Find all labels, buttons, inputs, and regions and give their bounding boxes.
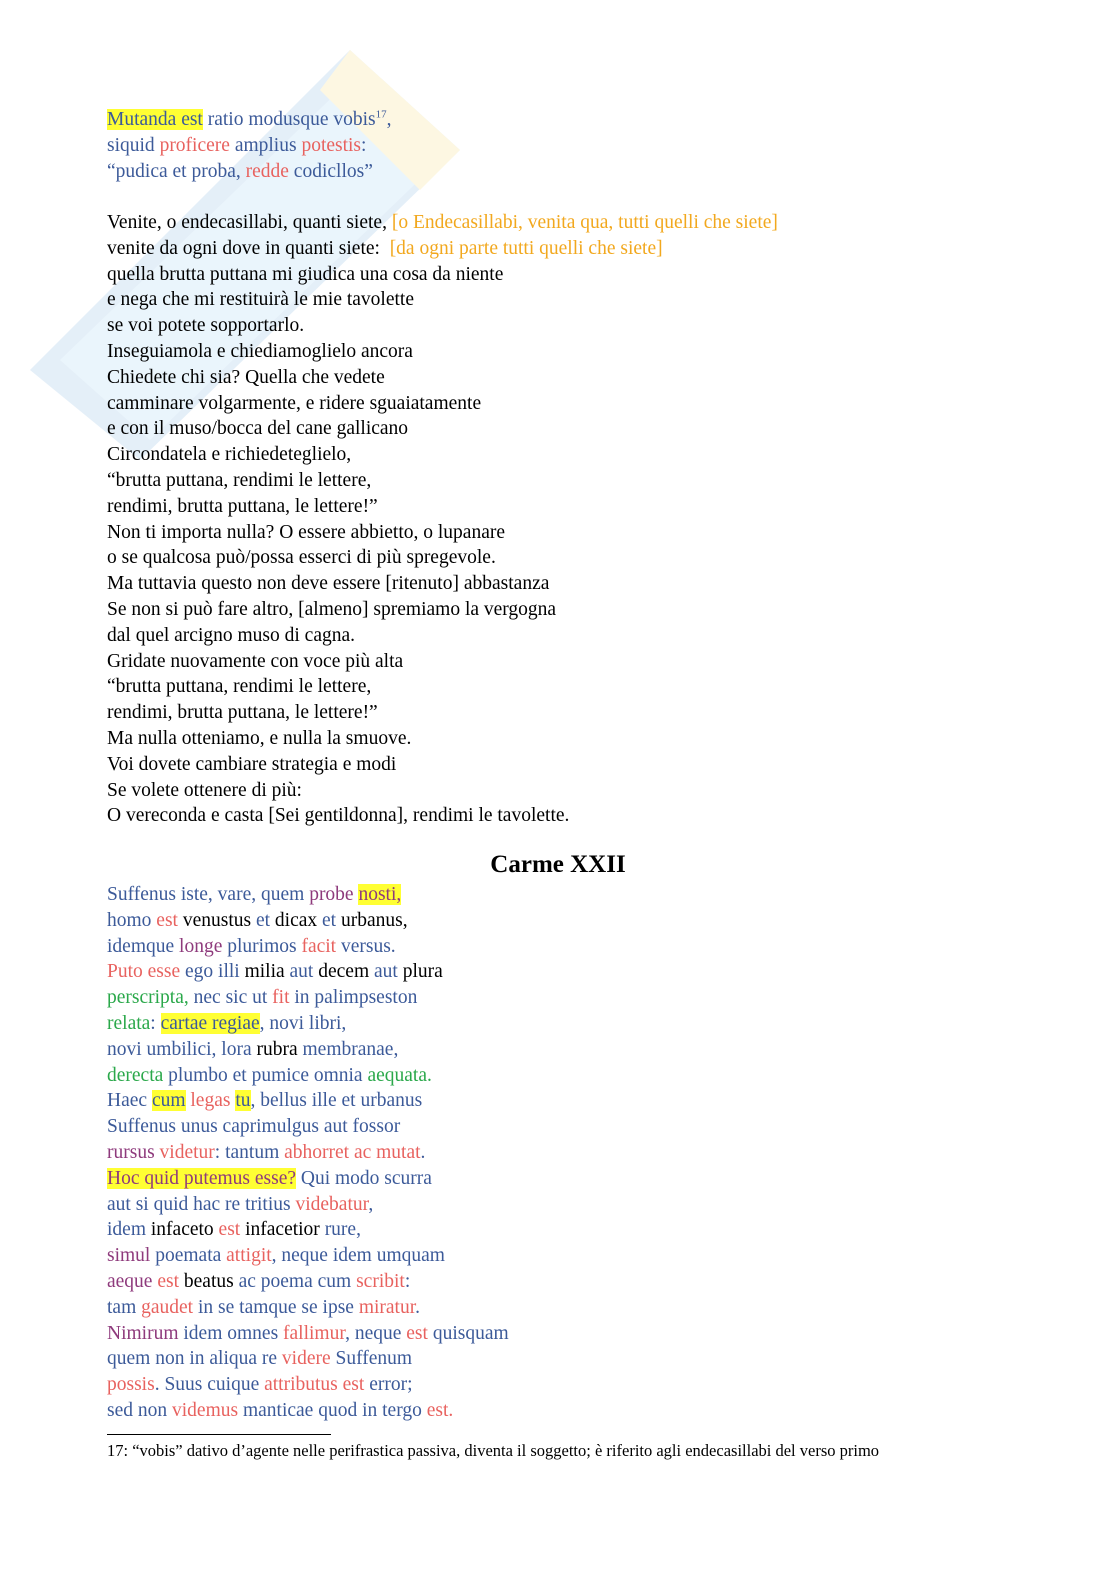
translation-line [107,365,778,391]
italian-translation [107,210,778,829]
translation-line [107,494,778,520]
text-segment: aut si quid hac re tritius [107,1193,296,1215]
text-segment: est [156,909,178,931]
text-segment: poemata [155,1245,227,1267]
verse-line [107,1037,509,1063]
translation-line [107,339,778,365]
translation-line [107,416,778,442]
text-segment: dicax [270,909,323,931]
verse-line [107,1088,509,1114]
text-segment: amplius [229,134,302,156]
translation-line [107,674,778,700]
text-segment: siquid [107,134,160,156]
text-segment: longe [179,935,223,957]
text-segment: o se qualcosa può/possa esserci di più spregevole. [107,547,496,569]
verse-line [107,882,509,908]
translation-line [107,520,778,546]
text-segment: rursus [107,1141,160,1163]
text-segment: probe [309,884,354,905]
text-segment: urbanus, [336,909,408,931]
verse-line [107,908,509,934]
text-segment: . [420,1141,426,1163]
text-segment: aeque [107,1270,158,1292]
text-segment: se voi potete sopportarlo. [107,315,305,337]
text-segment: aequata. [367,1064,432,1086]
text-segment: infaceto [150,1219,219,1241]
text-segment: manticae quod in tergo [238,1399,427,1421]
section-title: Carme XXII [490,851,626,878]
text-segment: Nimirum [107,1322,184,1344]
text-segment: codicllos” [288,160,373,182]
footnote-ref: 17 [375,108,387,121]
verse-line [107,1321,509,1347]
text-segment: novi umbilici, lora [107,1038,257,1060]
text-segment: , [386,109,392,130]
text-segment: proficere [159,134,230,156]
text-segment: legas [190,1090,231,1112]
text-segment: idemque [107,935,180,957]
text-segment: Non ti importa nulla? O essere abbietto, o lupanare [107,521,505,543]
text-segment: aut [374,961,398,983]
verse-line [107,1295,509,1321]
verse-line [107,1192,509,1218]
translation-line [107,287,778,313]
text-segment: fit [272,987,290,1009]
text-segment: Chiedete chi sia? Quella che vedete [107,366,385,388]
verse-line [107,1269,509,1295]
text-segment: Venite, o endecasillabi, quanti siete, [107,212,392,233]
text-segment: , neque [345,1322,407,1344]
text-segment: in se tamque se ipse [193,1296,359,1318]
translation-line [107,442,778,468]
text-segment: rendimi, brutta puttana, le lettere!” [107,702,378,724]
text-segment: Circondatela e richiedeteglielo, [107,444,352,466]
text-segment: Se non si può fare altro, [almeno] spremiamo la vergogna [107,598,557,620]
highlighted-text: cartae regiae [160,1012,260,1034]
translation-line [107,803,778,829]
text-segment: “brutta puttana, rendimi le lettere, [107,676,372,698]
highlighted-text: Hoc quid putemus esse? [107,1167,297,1189]
text-segment: attigit [226,1245,272,1267]
translation-line [107,623,778,649]
text-segment: error; [364,1374,413,1396]
text-segment: est [157,1270,180,1292]
text-segment: videbatur [295,1193,369,1215]
highlighted-text: tu [235,1090,251,1112]
text-segment: camminare volgarmente, e ridere sguaiatamente [107,392,482,414]
carme-xxii-text [107,882,509,1424]
text-segment: beatus [179,1270,239,1292]
text-segment: derecta [107,1064,164,1086]
text-segment: : [404,1270,411,1292]
verse-line [107,107,392,133]
text-segment: Haec [107,1090,152,1112]
text-segment: rendimi, brutta puttana, le lettere!” [107,495,378,517]
text-segment: in palimpseston [289,987,418,1009]
verse-line [107,934,509,960]
text-segment: . [415,1296,421,1318]
verse-line [107,1243,509,1269]
translation-line [107,210,778,236]
text-segment: rure, [324,1219,361,1241]
translation-line [107,700,778,726]
text-segment: Voi dovete cambiare strategia e modi [107,753,397,775]
text-segment: , bellus ille et urbanus [250,1090,423,1112]
text-segment: relata [107,1012,151,1034]
text-segment: quem non in aliqua re [107,1348,282,1370]
text-segment: ac poema cum [238,1270,357,1292]
translation-line [107,262,778,288]
verse-line [107,1011,509,1037]
highlighted-text: Mutanda est [107,109,203,130]
text-segment: homo [107,909,157,931]
text-segment: , novi libri, [259,1012,347,1034]
text-segment: : [150,1012,161,1034]
verse-line [107,959,509,985]
verse-line [107,1140,509,1166]
text-segment: milia [244,961,290,983]
translation-line [107,545,778,571]
highlighted-text: nosti, [358,884,402,905]
text-segment: est [406,1322,428,1344]
verse-line [107,985,509,1011]
verse-line [107,1114,509,1140]
text-segment: fallimur [283,1322,346,1344]
text-segment: aut [289,961,314,983]
text-segment: O vereconda e casta [Sei gentildonna], rendimi le tavolette. [107,805,570,827]
text-segment: e con il muso/bocca del cane gallicano [107,418,409,440]
verse-line [107,1372,509,1398]
text-segment: , neque idem umquam [271,1245,445,1267]
verse-line [107,1217,509,1243]
text-segment: quisquam [427,1322,509,1344]
text-segment: ratio modusque vobis [202,109,376,130]
text-segment: plura [397,961,443,983]
translation-line [107,391,778,417]
translation-line [107,571,778,597]
text-segment: Ma nulla otteniamo, e nulla la smuove. [107,727,412,749]
text-segment: videre [281,1348,331,1370]
text-segment: rubra [256,1038,298,1060]
text-segment: venite da ogni dove in quanti siete: [107,237,390,259]
text-segment: et [322,909,337,931]
verse-line [107,1346,509,1372]
text-segment: membranae, [297,1038,399,1060]
text-segment: sed non [107,1399,172,1421]
text-segment: quella brutta puttana mi giudica una cosa da niente [107,263,504,285]
text-segment: Se volete ottenere di più: [107,779,302,801]
text-segment: possis [107,1374,155,1396]
text-segment: perscripta, [107,987,189,1009]
text-segment: nec sic ut [188,987,273,1009]
verse-line [107,1063,509,1089]
translation-line [107,726,778,752]
text-segment: dal quel arcigno muso di cagna. [107,624,356,646]
verse-line [107,159,392,185]
text-segment: Suffenus iste, vare, quem [107,884,310,905]
translation-line [107,236,778,262]
text-segment: idem [107,1219,151,1241]
text-segment: [o Endecasillabi, venita qua, tutti quelli che siete] [391,212,778,233]
text-segment: tam [107,1296,142,1318]
verse-line [107,133,392,159]
text-segment: est [218,1219,241,1241]
text-segment: : tantum [214,1141,285,1163]
text-segment: gaudet [141,1296,194,1318]
text-segment: “pudica et proba, [107,160,246,182]
highlighted-text: cum [151,1090,186,1112]
text-segment: idem omnes [183,1322,284,1344]
text-segment: infacetior [240,1219,325,1241]
text-segment: simul [107,1245,156,1267]
translation-line [107,778,778,804]
text-segment: [da ogni parte tutti quelli che siete] [389,237,663,259]
text-segment: plurimos [222,935,302,957]
text-segment: facit [301,935,337,957]
translation-line [107,313,778,339]
text-segment: venustus [177,909,256,931]
text-segment: videtur [159,1141,215,1163]
text-segment: . Suus cuique [154,1374,265,1396]
text-segment: : [361,134,367,156]
text-segment: Inseguiamola e chiediamoglielo ancora [107,340,413,362]
text-segment: miratur [358,1296,416,1318]
text-segment: Suffenum [330,1348,413,1370]
footnote-separator [107,1434,331,1435]
text-segment: Qui modo scurra [296,1167,432,1189]
text-segment: et [255,909,271,931]
footnote: 17: “vobis” dativo d’agente nelle perifrastica passiva, diventa il soggetto; è riferito agli endecasillabi del verso primo [107,1441,880,1460]
text-segment: est. [426,1399,454,1421]
text-segment: versus. [336,935,396,957]
text-segment: attributus est [264,1374,365,1396]
translation-line [107,752,778,778]
text-segment: Puto esse [107,961,181,983]
text-segment: redde [245,160,289,182]
text-segment: abhorret ac mutat [284,1141,421,1163]
text-segment: “brutta puttana, rendimi le lettere, [107,469,372,491]
verse-line [107,1398,509,1424]
text-segment: ego illi [180,961,245,983]
verse-line [107,1166,509,1192]
text-segment: Ma tuttavia questo non deve essere [ritenuto] abbastanza [107,573,550,595]
text-segment: decem [313,961,374,983]
text-segment: Gridate nuovamente con voce più alta [107,650,404,672]
text-segment: scribit [356,1270,405,1292]
text-segment: e nega che mi restituirà le mie tavolette [107,289,414,311]
text-segment: , [368,1193,374,1215]
translation-line [107,649,778,675]
translation-line [107,468,778,494]
text-segment: plumbo et pumice omnia [163,1064,368,1086]
text-segment: videmus [172,1399,239,1421]
latin-stanza [107,107,392,184]
translation-line [107,597,778,623]
text-segment: potestis [301,134,362,156]
text-segment: Suffenus unus caprimulgus aut fossor [107,1116,401,1138]
